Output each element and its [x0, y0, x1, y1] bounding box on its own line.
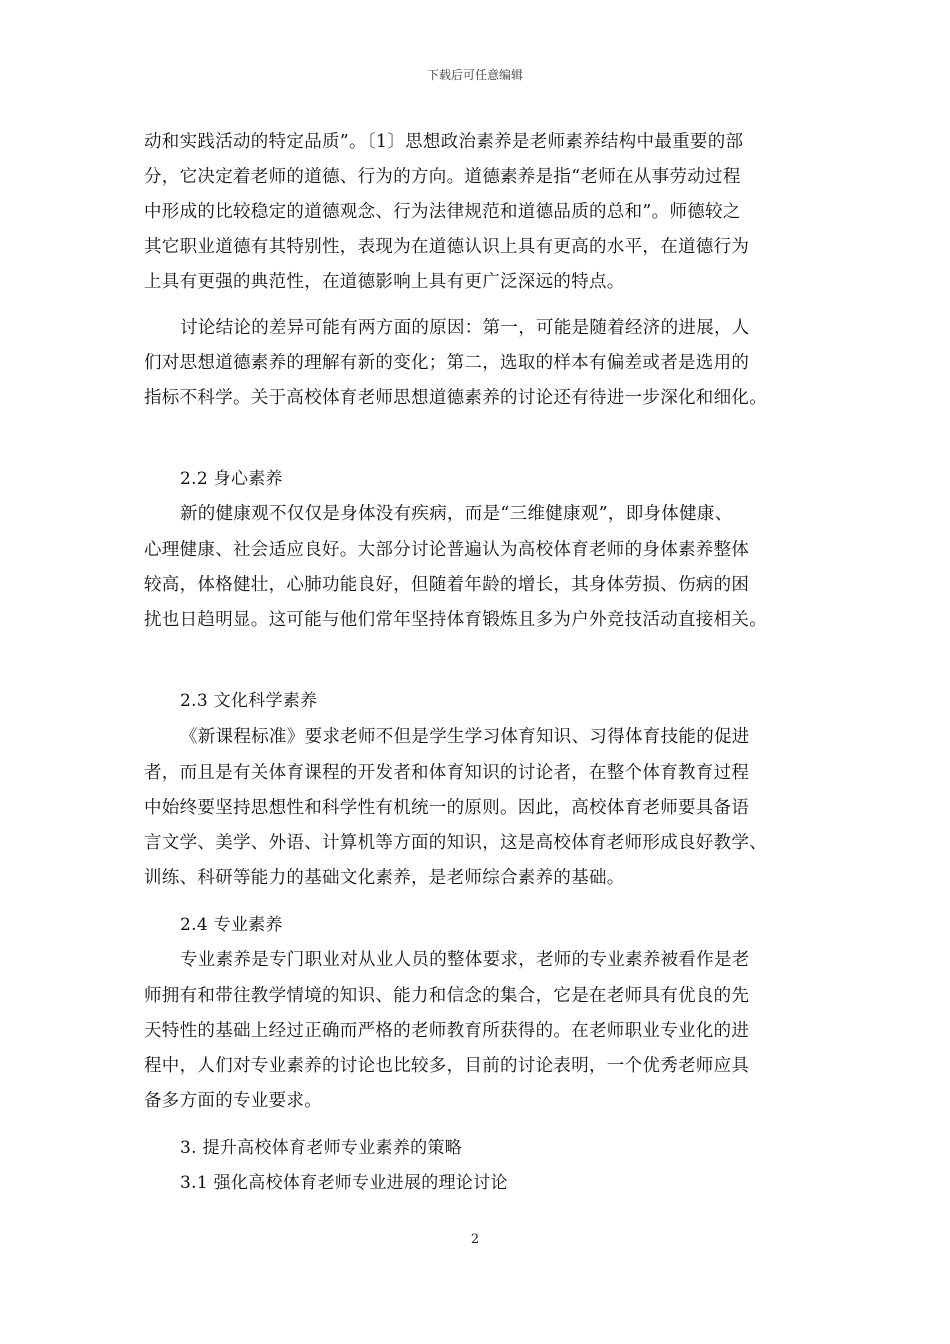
- section-heading: 2.3 文化科学素养: [180, 691, 318, 711]
- paragraph-line: 指标不科学。关于高校体育老师思想道德素养的讨论还有待进一步深化和细化。: [144, 388, 767, 408]
- paragraph-line: 备多方面的专业要求。: [144, 1091, 322, 1111]
- paragraph-line: 动和实践活动的特定品质”。〔1〕思想政治素养是老师素养结构中最重要的部: [144, 132, 744, 152]
- paragraph-line: 新的健康观不仅仅是身体没有疾病，而是“三维健康观”，即身体健康、: [180, 504, 733, 524]
- paragraph-line: 训练、科研等能力的基础文化素养，是老师综合素养的基础。: [144, 868, 625, 888]
- paragraph-line: 分，它决定着老师的道德、行为的方向。道德素养是指“老师在从事劳动过程: [144, 167, 741, 187]
- page-number: 2: [470, 1232, 480, 1247]
- section-heading: 2.4 专业素养: [180, 915, 283, 935]
- paragraph-line: 天特性的基础上经过正确而严格的老师教育所获得的。在老师职业专业化的进: [144, 1021, 750, 1041]
- paragraph-line: 扰也日趋明显。这可能与他们常年坚持体育锻炼且多为户外竞技活动直接相关。: [144, 610, 767, 630]
- section-heading: 3. 提升高校体育老师专业素养的策略: [180, 1138, 463, 1158]
- paragraph-line: 讨论结论的差异可能有两方面的原因：第一，可能是随着经济的进展，人: [180, 318, 750, 338]
- paragraph-line: 《新课程标准》要求老师不但是学生学习体育知识、习得体育技能的促进: [180, 727, 750, 747]
- paragraph-line: 言文学、美学、外语、计算机等方面的知识，这是高校体育老师形成良好教学、: [144, 833, 767, 853]
- paragraph-line: 师拥有和带往教学情境的知识、能力和信念的集合，它是在老师具有优良的先: [144, 986, 750, 1006]
- paragraph-line: 中始终要坚持思想性和科学性有机统一的原则。因此，高校体育老师要具备语: [144, 798, 750, 818]
- paragraph-line: 们对思想道德素养的理解有新的变化；第二，选取的样本有偏差或者是选用的: [144, 353, 750, 373]
- paragraph-line: 较高，体格健壮，心肺功能良好，但随着年龄的增长，其身体劳损、伤病的困: [144, 575, 750, 595]
- section-heading: 3.1 强化高校体育老师专业进展的理论讨论: [180, 1173, 508, 1193]
- paragraph-line: 上具有更强的典范性，在道德影响上具有更广泛深远的特点。: [144, 272, 625, 292]
- paragraph-line: 程中，人们对专业素养的讨论也比较多，目前的讨论表明，一个优秀老师应具: [144, 1056, 750, 1076]
- paragraph-line: 者，而且是有关体育课程的开发者和体育知识的讨论者，在整个体育教育过程: [144, 763, 750, 783]
- paragraph-line: 心理健康、社会适应良好。大部分讨论普遍认为高校体育老师的身体素养整体: [144, 540, 750, 560]
- page-header: 下载后可任意编辑: [426, 68, 523, 82]
- paragraph-line: 中形成的比较稳定的道德观念、行为法律规范和道德品质的总和”。师德较之: [144, 202, 741, 222]
- paragraph-line: 专业素养是专门职业对从业人员的整体要求，老师的专业素养被看作是老: [180, 950, 750, 970]
- paragraph-line: 其它职业道德有其特别性，表现为在道德认识上具有更高的水平，在道德行为: [144, 237, 750, 257]
- section-heading: 2.2 身心素养: [180, 469, 283, 489]
